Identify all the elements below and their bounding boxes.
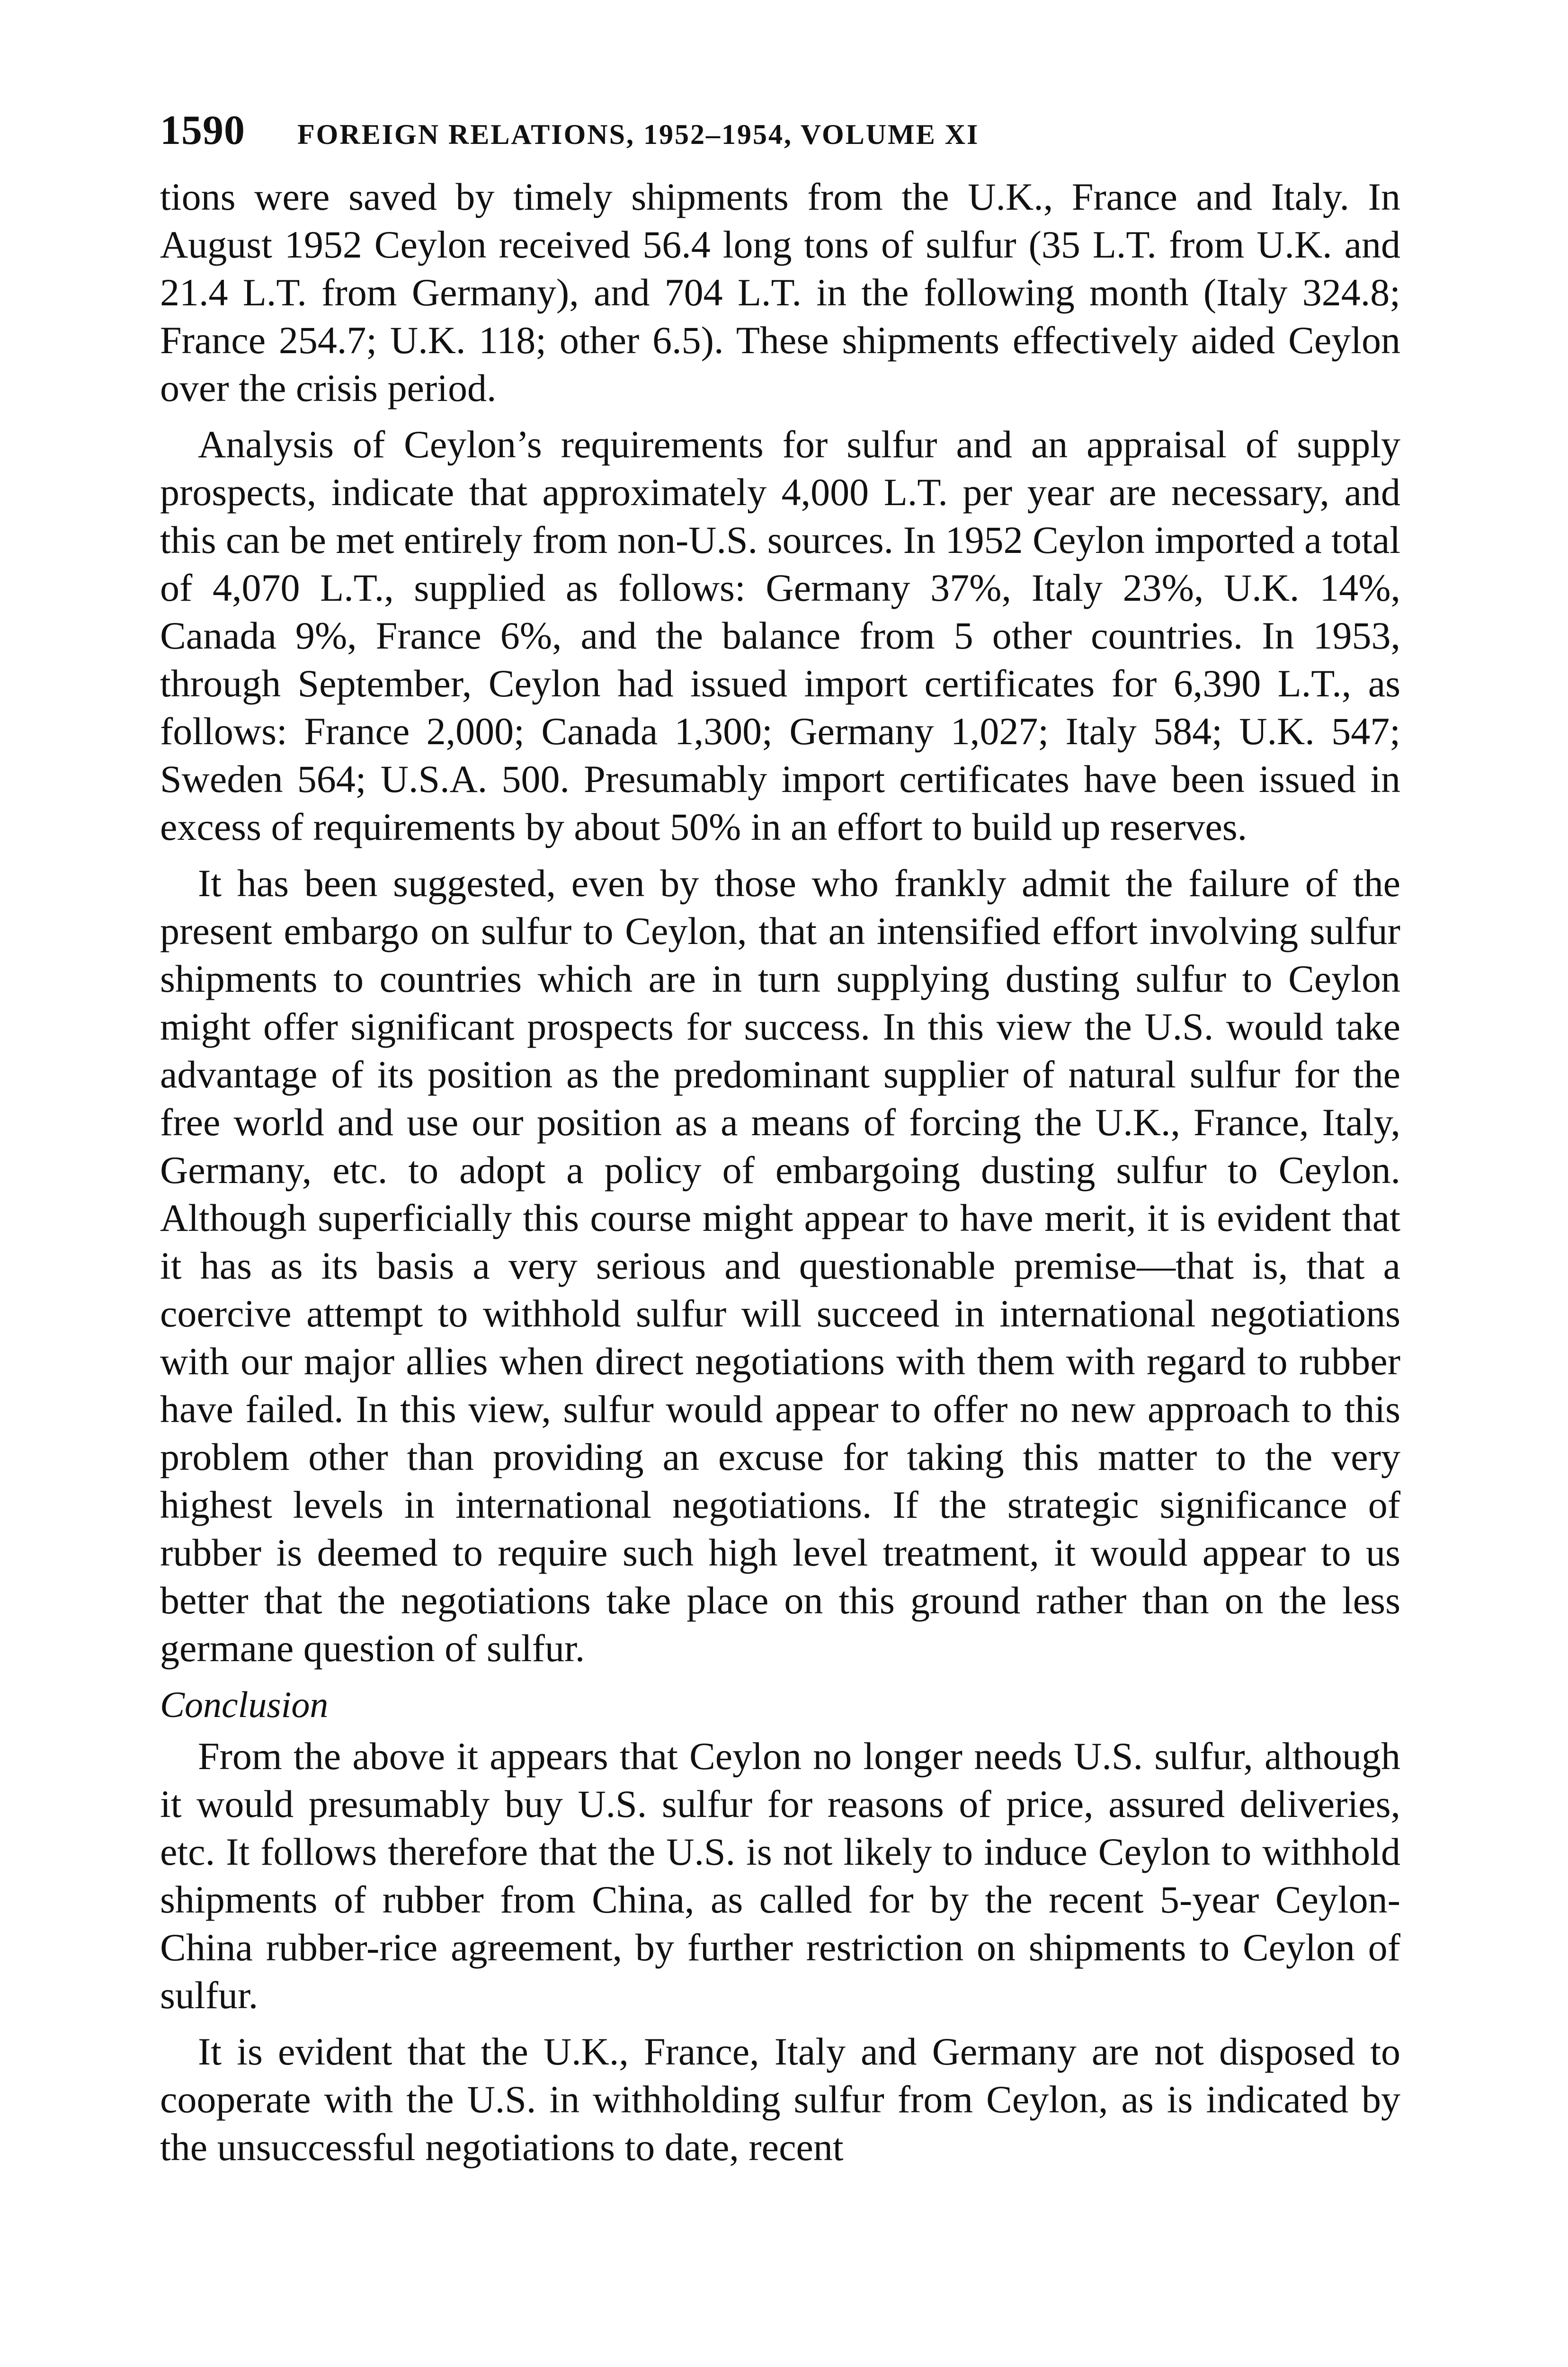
paragraph-conclusion-2: It is evident that the U.K., France, Italy and Germany are not disposed to cooperate with the U.S. in withholding sulfur from Ceylon, as is indicated by the unsuccessful negotiations to date, recent xyxy=(160,2030,1400,2169)
paragraph-requirements-analysis: Analysis of Ceylon’s requirements for sulfur and an appraisal of supply prospects, indicate that approximately 4,000 L.T. per year are necessary, and this can be met entirely from non-U.S. sources. In 1952 Ceylon imported a total of 4,070 L.T., supplied as follows: Germany 37%, Italy 23%, U.K. 14%, Canada 9%, France 6%, and the balance from 5 other countries. In 1953, through September, Ceylon had issued import certificates for 6,390 L.T., as follows: France 2,000; Canada 1,300; Germany 1,027; Italy 584; U.K. 547; Sweden 564; U.S.A. 500. Presumably import certificates have been issued in excess of requirements by about 50% in an effort to build up reserves. xyxy=(160,423,1400,848)
paragraph-continued: tions were saved by timely shipments from the U.K., France and Italy. In August 1952 Ceylon received 56.4 long tons of sulfur (35 L.T. from U.K. and 21.4 L.T. from Germany), and 704 L.T. in the following month (Italy 324.8; France 254.7; U.K. 118; other 6.5). These shipments effectively aided Ceylon over the crisis period. xyxy=(160,175,1400,409)
document-page xyxy=(160,107,1400,2180)
paragraph-embargo-suggestion: It has been suggested, even by those who frankly admit the failure of the present embargo on sulfur to Ceylon, that an intensified effort involving sulfur shipments to countries which are in turn supplying dusting sulfur to Ceylon might offer significant prospects for success. In this view the U.S. would take advantage of its position as the predominant supplier of natural sulfur for the free world and use our position as a means of forcing the U.K., France, Italy, Germany, etc. to adopt a policy of embargoing dusting sulfur to Ceylon. Although superficially this course might appear to have merit, it is evident that it has as its basis a very serious and questionable premise—that is, that a coercive attempt to withhold sulfur will succeed in international negotiations with our major allies when direct negotiations with them with regard to rubber have failed. In this view, sulfur would appear to offer no new approach to this problem other than providing an excuse for taking this matter to the very highest levels in international negotiations. If the strategic significance of rubber is deemed to require such high level treatment, it would appear to us better that the negotiations take place on this ground rather than on the less germane question of sulfur. xyxy=(160,862,1400,1670)
section-heading-conclusion: Conclusion xyxy=(160,1684,329,1725)
paragraph-conclusion-1: From the above it appears that Ceylon no longer needs U.S. sulfur, although it would presumably buy U.S. sulfur for reasons of price, assured deliveries, etc. It follows therefore that the U.S. is not likely to induce Ceylon to withhold shipments of rubber from China, as called for by the recent 5-year Ceylon-China rubber-rice agreement, by further restriction on shipments to Ceylon of sulfur. xyxy=(160,1735,1400,2017)
running-title: FOREIGN RELATIONS, 1952–1954, VOLUME XI xyxy=(297,119,980,150)
page-number: 1590 xyxy=(160,107,245,153)
body-text xyxy=(160,173,1400,2171)
running-head xyxy=(160,107,1400,159)
